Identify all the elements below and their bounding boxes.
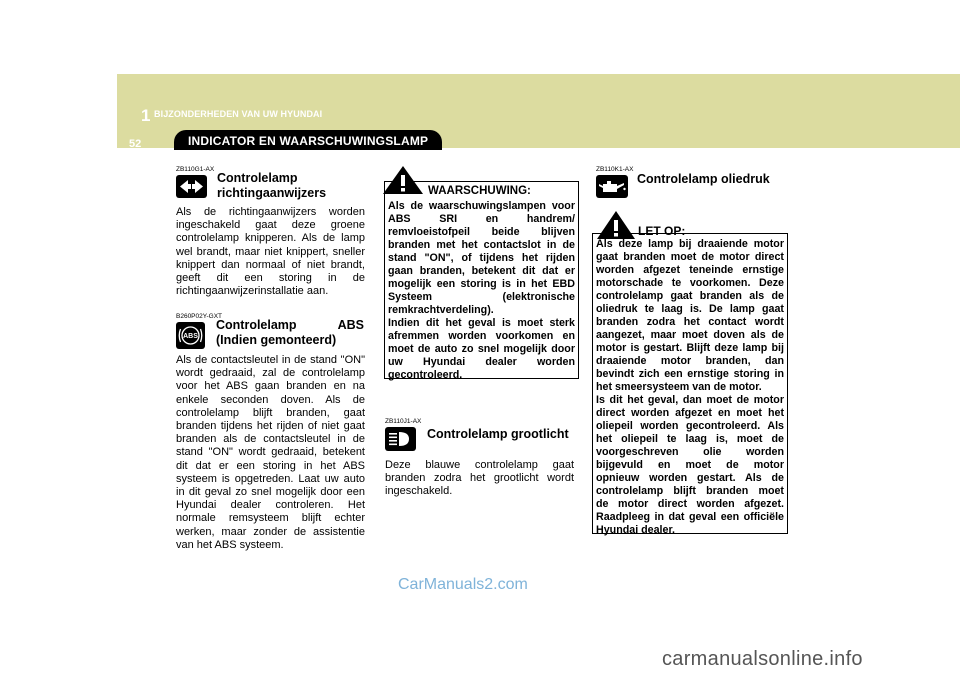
high-beam-code: ZB110J1-AX	[385, 418, 422, 425]
text-line: draaiende motor branden, dan	[596, 355, 784, 367]
text-line: branden zodra het contact wordt	[596, 316, 784, 328]
watermark-carmanuals2: CarManuals2.com	[398, 576, 528, 593]
text-line: motor is gestart. Blijft deze lamp bij	[596, 342, 784, 354]
turn-signal-title-line: Controlelamp	[217, 171, 298, 185]
text-line: ingeschakeld.	[385, 485, 453, 498]
text-line: Systeem (elektronische	[388, 291, 575, 303]
high-beam-text	[385, 459, 574, 499]
text-line: Indien dit het geval is moet sterk	[388, 317, 575, 329]
text-line: Hyundai dealer.	[596, 524, 675, 536]
text-line: bijgevuld en moet de motor	[596, 459, 784, 471]
warning-triangle-icon	[595, 209, 637, 241]
text-line: Als de richtingaanwijzers worden	[176, 206, 365, 218]
abs-title-line: Controlelamp ABS	[216, 318, 364, 332]
page-number: 52	[129, 138, 142, 150]
text-line: controlelamp blijft branden moet	[596, 485, 784, 497]
text-line: oliepeil worden gecontroleerd. Als	[596, 420, 784, 432]
text-line: gecontroleerd.	[388, 369, 463, 381]
text-line: worden afgezet teneinde ernstige	[596, 264, 784, 276]
text-line: van het ABS systeem.	[176, 538, 284, 551]
text-line: stand "ON" wordt gedraaid, betekent	[176, 446, 365, 459]
watermark-carmanualsonline: carmanualsonline.info	[662, 648, 863, 670]
text-line: direct worden afgezet en moet het	[596, 407, 784, 419]
section-title: INDICATOR EN WAARSCHUWINGSLAMP	[188, 134, 429, 148]
text-line: het smeersysteem van de motor.	[596, 381, 762, 393]
high-beam-title: Controlelamp grootlicht	[427, 427, 569, 441]
text-line: het oliepeil te laag is, moet de	[596, 433, 784, 445]
abs-code: B260P02Y-GXT	[176, 313, 223, 320]
text-line: remvloeistofpeil beide blijven	[388, 226, 575, 238]
text-line: Als de contactsleutel in de stand "ON"	[176, 354, 365, 366]
abs-icon-label: ABS	[183, 333, 198, 341]
abs-title-line: (Indien gemonteerd)	[216, 333, 337, 347]
text-line: controlelamp blijft branden, gaat	[176, 406, 365, 419]
text-line: voorgeschreven olie worden	[596, 446, 784, 458]
text-line: geeft dit een storing in de	[176, 272, 365, 285]
text-line: Als de waarschuwingslampen voor	[388, 200, 575, 212]
turn-signal-text	[176, 206, 365, 298]
text-line: Raadpleeg in dat geval een officiële	[596, 511, 784, 523]
text-line: ABS SRI en handrem/	[388, 213, 575, 225]
text-line: richtingaanwijzerinstallatie aan.	[176, 285, 329, 298]
text-line: gaat branden moet de motor direct	[596, 251, 784, 263]
abs-text	[176, 354, 365, 552]
abs-title	[216, 318, 364, 348]
text-line: gaan branden, betekent dit dat er	[388, 265, 575, 277]
turn-signal-code: ZB110G1-AX	[176, 166, 215, 173]
turn-signal-title-line: richtingaanwijzers	[217, 186, 327, 200]
text-line: wordt gedraaid, zal de controlelamp	[176, 367, 365, 380]
text-line: branden met het contactslot in de	[388, 239, 575, 251]
text-line: enkele seconden doven. Als de	[176, 393, 365, 406]
text-line: Als deze lamp bij draaiende motor	[596, 238, 784, 250]
text-line: wel brandt, maar niet knippert, sneller	[176, 245, 365, 258]
text-line: werken, maar zonder de assistentie	[176, 525, 365, 538]
text-line: Hyundai dealer controleren. Het	[176, 499, 365, 512]
text-line: normale remsysteem blijft echter	[176, 512, 365, 525]
text-line: voor het ABS gaan branden en na	[176, 380, 365, 393]
oil-can-icon	[596, 175, 628, 198]
warning-title: WAARSCHUWING:	[428, 185, 531, 197]
text-line: moet de auto zo snel mogelijk door	[388, 343, 575, 355]
text-line: opnieuw worden gestart. Als de	[596, 472, 784, 484]
oil-title: Controlelamp oliedruk	[637, 172, 770, 186]
high-beam-icon	[385, 427, 416, 451]
text-line: knippert dan normaal of niet brandt,	[176, 258, 365, 271]
caution-title: LET OP:	[638, 224, 686, 238]
text-line: branden als de contactsleutel in de	[176, 433, 365, 446]
text-line: stand "ON", of tijdens het rijden	[388, 252, 575, 264]
turn-signal-title	[217, 171, 326, 201]
text-line: oliedruk te laag is. De lamp gaat	[596, 303, 784, 315]
text-line: dit dat er een storing in het ABS	[176, 459, 365, 472]
warning-text	[388, 200, 575, 382]
chapter-title: BIJZONDERHEDEN VAN UW HYUNDAI	[154, 109, 323, 119]
text-line: Deze blauwe controlelamp gaat	[385, 459, 574, 471]
chapter-number: 1	[141, 106, 151, 125]
text-line: de motor direct worden afgezet.	[596, 498, 784, 510]
text-line: remkrachtverdeling).	[388, 304, 494, 316]
text-line: uw Hyundai dealer worden	[388, 356, 575, 368]
turn-signal-arrows-icon	[176, 175, 207, 198]
text-line: controlelamp knipperen. Als de lamp	[176, 232, 365, 245]
caution-text	[596, 238, 784, 537]
text-line: Is dit het geval, dan moet de motor	[596, 394, 784, 406]
text-line: motorschade te voorkomen. Deze	[596, 277, 784, 289]
text-line: systeem is opgetreden. Laat uw auto	[176, 472, 365, 485]
text-line: bevindt zich een ernstige storing in	[596, 368, 784, 380]
oil-code: ZB110K1-AX	[596, 166, 634, 173]
warning-triangle-icon	[381, 164, 425, 196]
text-line: branden zodra het grootlicht wordt	[385, 472, 574, 485]
text-line: afremmen worden voorkomen en	[388, 330, 575, 342]
text-line: branden tijdens het rijden of niet gaat	[176, 420, 365, 433]
text-line: mogelijk een storing is in het EBD	[388, 278, 575, 290]
text-line: in dit geval zo snel mogelijk door een	[176, 486, 365, 499]
text-line: aangezet, maar moet doven als de	[596, 329, 784, 341]
abs-icon	[176, 322, 205, 349]
text-line: ingeschakeld gaat deze groene	[176, 219, 365, 232]
text-line: controlelamp gaat branden als de	[596, 290, 784, 302]
